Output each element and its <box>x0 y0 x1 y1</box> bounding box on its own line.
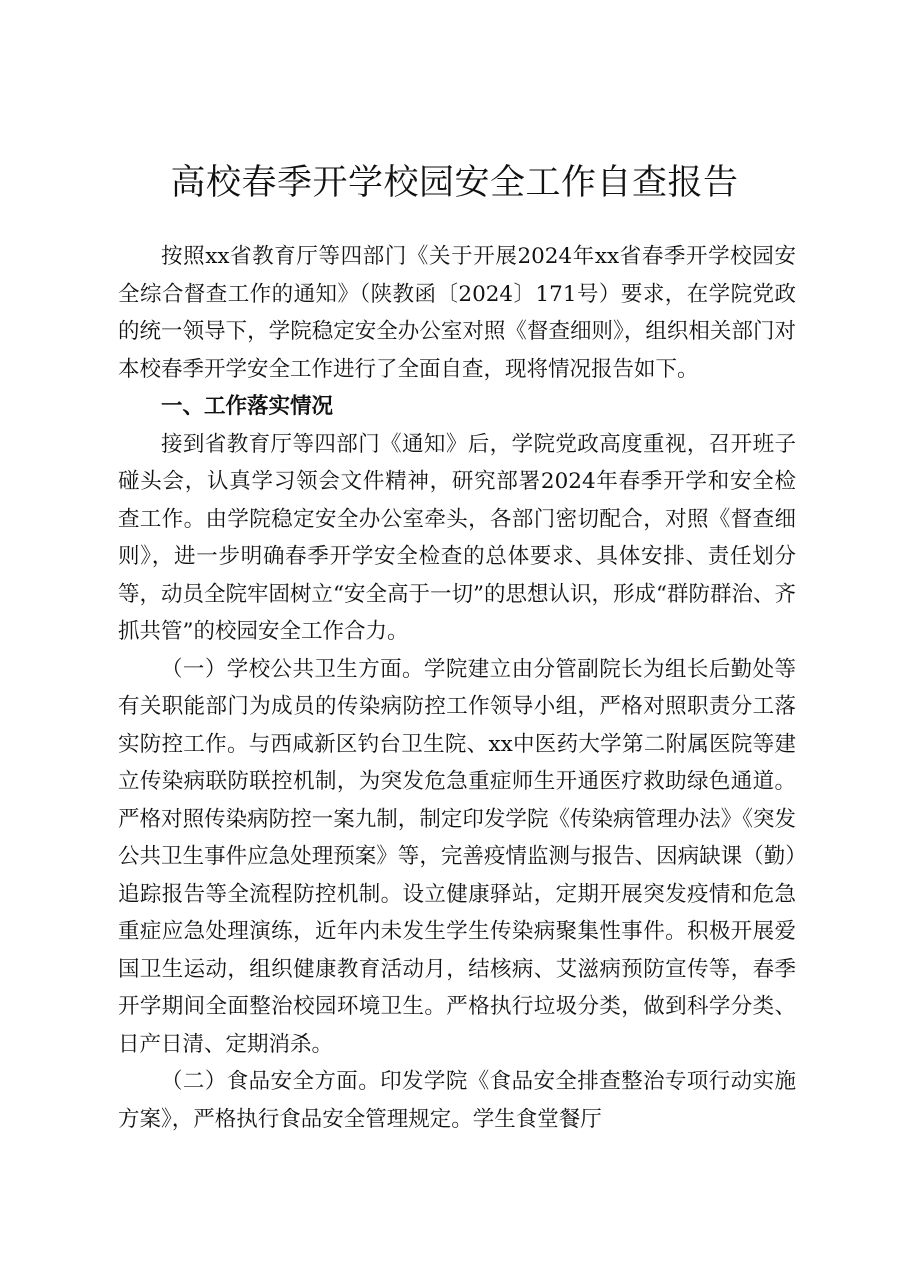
intro-paragraph: 按照xx省教育厅等四部门《关于开展2024年xx省春季开学校园安全综合督查工作的通知》（陕教函〔2024〕171号）要求，在学院党政的统一领导下，学院稳定安全办公室对照《督查细则》，组织相关部门对本校春季开学安全工作进行了全面自查，现将情况报告如下。 <box>118 244 796 382</box>
public-health-paragraph: （一）学校公共卫生方面。学院建立由分管副院长为组长后勤处等有关职能部门为成员的传染病防控工作领导小组，严格对照职责分工落实防控工作。与西咸新区钓台卫生院、xx中医药大学第二附属医院等建立传染病联防联控机制，为突发危急重症师生开通医疗救助绿色通道。严格对照传染病防控一案九制，制定印发学院《传染病管理办法》《突发公共卫生事件应急处理预案》等，完善疫情监测与报告、因病缺课（勤）追踪报告等全流程防控机制。设立健康驿站，定期开展突发疫情和危急重症应急处理演练，近年内未发生学生传染病聚集性事件。积极开展爱国卫生运动，组织健康教育活动月，结核病、艾滋病预防宣传等，春季开学期间全面整治校园环境卫生。严格执行垃圾分类，做到科学分类、日产日清、定期消杀。 <box>118 656 796 1057</box>
document-body <box>118 238 796 1138</box>
body-paragraph: 接到省教育厅等四部门《通知》后，学院党政高度重视，召开班子碰头会，认真学习领会文件精神，研究部署2024年春季开学和安全检查工作。由学院稳定安全办公室牵头，各部门密切配合，对照《督查细则》，进一步明确春季开学安全检查的总体要求、具体安排、责任划分等，动员全院牢固树立“安全高于一切”的思想认识，形成“群防群治、齐抓共管”的校园安全工作合力。 <box>118 431 796 644</box>
food-safety-paragraph: （二）食品安全方面。印发学院《食品安全排查整治专项行动实施方案》，严格执行食品安全管理规定。学生食堂餐厅 <box>118 1069 796 1132</box>
section-heading: 一、工作落实情况 <box>161 394 334 419</box>
document-title: 高校春季开学校园安全工作自查报告 <box>170 163 739 203</box>
